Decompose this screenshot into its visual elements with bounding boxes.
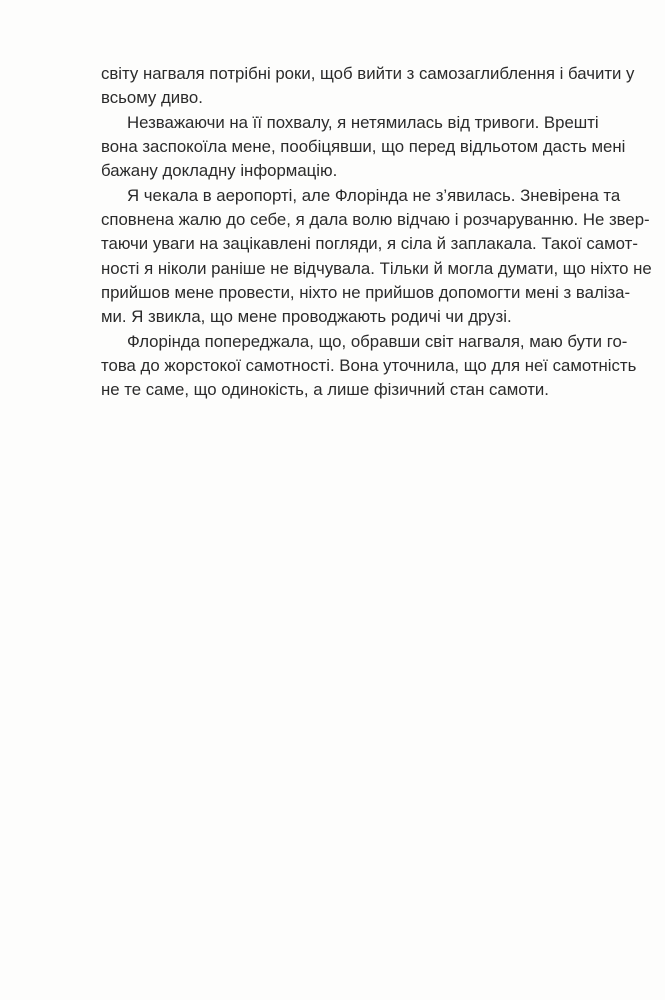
paragraph (101, 184, 652, 330)
paragraph (101, 111, 626, 184)
text-line: сповнена жалю до себе, я дала волю відчаю і розчаруванню. Не звер- (101, 210, 650, 230)
text-line: бажану докладну інформацію. (101, 161, 338, 181)
text-line: Я чекала в аеропорті, але Флорінда не з’явилась. Зневірена та (127, 185, 621, 205)
text-line: не те саме, що одинокість, а лише фізичний стан самоти. (101, 380, 549, 400)
text-line: Флорінда попереджала, що, обравши світ нагваля, маю бути го- (127, 331, 628, 351)
text-line: това до жорстокої самотності. Вона уточнила, що для неї самотність (101, 356, 637, 376)
text-line: світу нагваля потрібні роки, щоб вийти з самозаглиблення і бачити у (101, 64, 635, 83)
text-line: ності я ніколи раніше не відчувала. Тільки й могла думати, що ніхто не (101, 258, 652, 278)
text-line: Незважаючи на її похвалу, я нетямилась від тривоги. Врешті (127, 112, 599, 132)
paragraph (101, 62, 635, 111)
paragraph (101, 330, 637, 403)
text-line: прийшов мене провести, ніхто не прийшов допомогти мені з валіза- (101, 283, 631, 303)
text-line: таючи уваги на зацікавлені погляди, я сіла й заплакала. Такої самот- (101, 234, 638, 254)
text-line: вона заспокоїла мене, пообіцявши, що перед відльотом дасть мені (101, 137, 626, 157)
page-text (101, 62, 652, 403)
text-line: ми. Я звикла, що мене проводжають родичі чи друзі. (101, 307, 512, 327)
text-line: всьому диво. (101, 88, 203, 108)
